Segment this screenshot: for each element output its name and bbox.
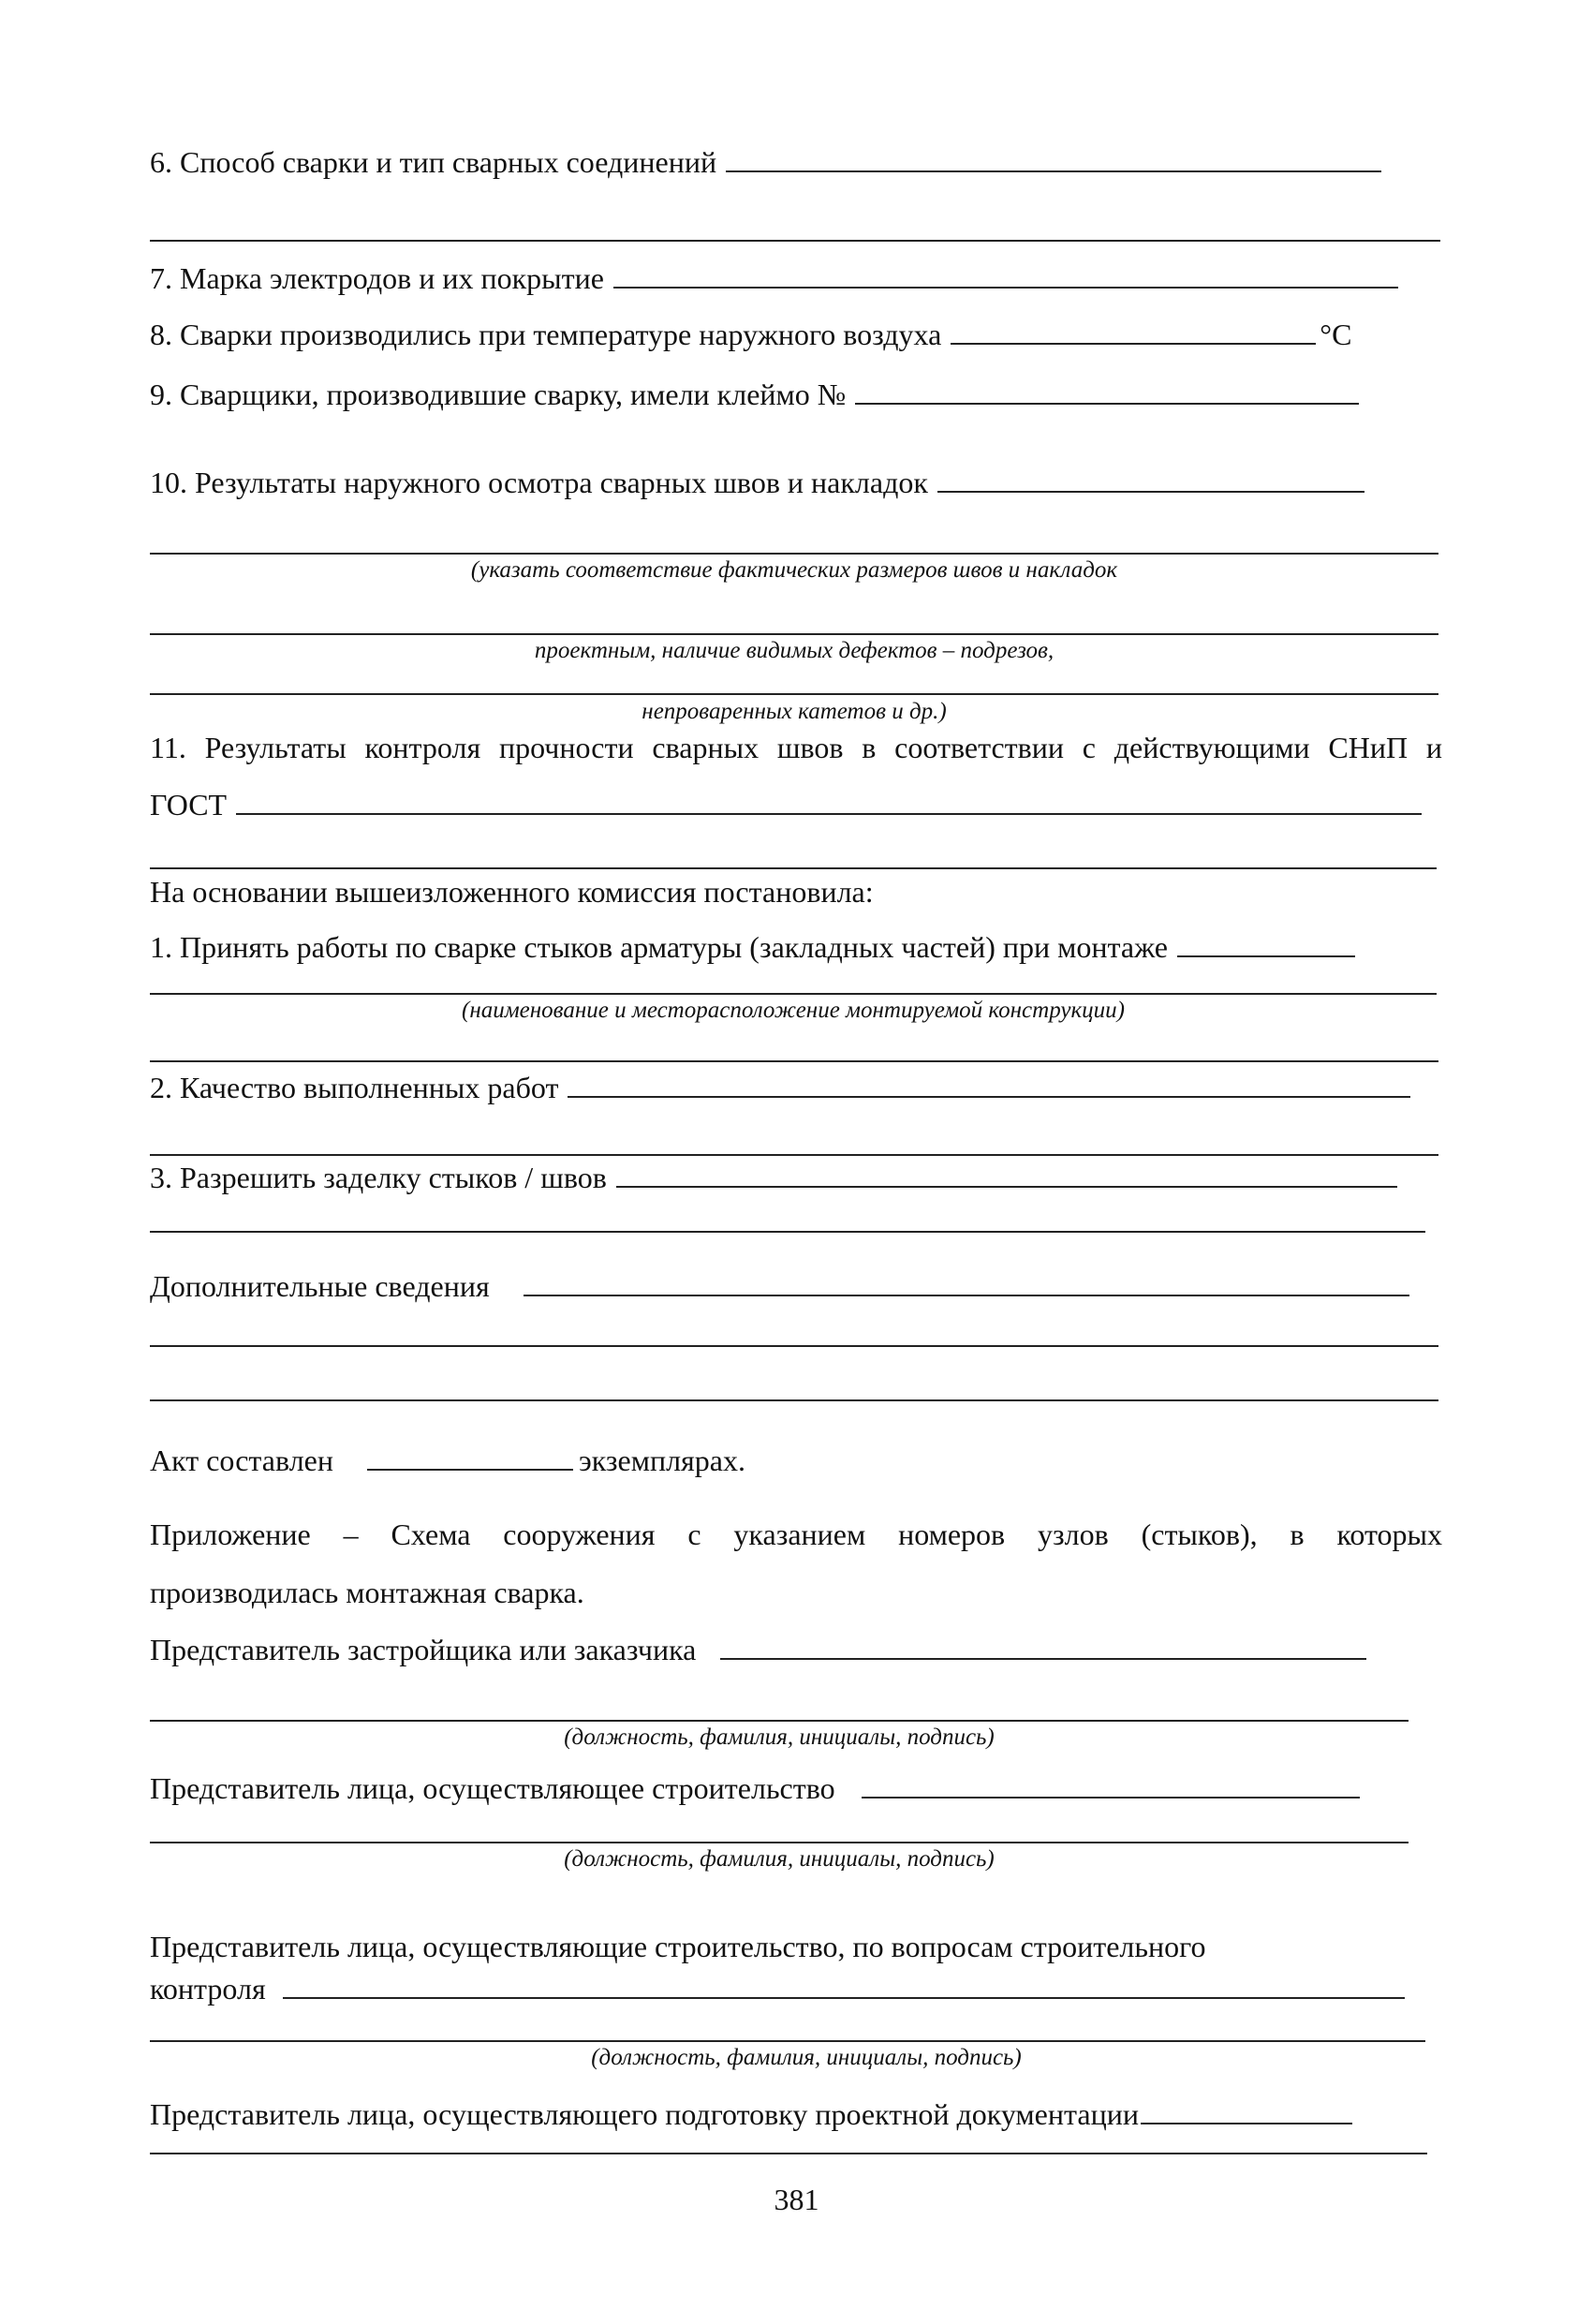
decision-heading [150, 873, 874, 910]
sign-control-label-1: Представитель лица, осуществляющие строительство, по вопросам строительного [150, 1930, 1206, 1963]
item-6-label: 6. Способ сварки и тип сварных соединений [150, 145, 717, 179]
decision-2-field[interactable] [568, 1068, 1410, 1098]
sign-control-label-2: контроля [150, 1972, 266, 2006]
appendix-line-1: Приложение – Схема сооружения с указанием номеров узлов (стыков), в которых [150, 1517, 1442, 1551]
appendix-line-2 [150, 1574, 584, 1611]
decision-3 [150, 1158, 1397, 1196]
additional-info-line-2[interactable] [150, 1345, 1438, 1347]
item-6 [150, 142, 1381, 181]
sign-customer-field[interactable] [720, 1630, 1366, 1660]
decision-3-label: 3. Разрешить заделку стыков / швов [150, 1161, 607, 1194]
item-7 [150, 259, 1398, 297]
item-7-label: 7. Марка электродов и их покрытие [150, 261, 604, 295]
sign-control-field[interactable] [283, 1969, 1405, 1999]
sign-customer-line-2[interactable] [150, 1720, 1409, 1722]
sign-control [150, 1969, 1405, 2007]
decision-3-line-2[interactable] [150, 1231, 1425, 1233]
item-8 [150, 315, 1351, 353]
sign-builder-label: Представитель лица, осуществляющее строительство [150, 1771, 835, 1805]
decision-1-note: (наименование и месторасположение монтируемой конструкции) [462, 998, 1125, 1023]
item-10-field[interactable] [937, 463, 1364, 493]
item-10-label: 10. Результаты наружного осмотра сварных швов и накладок [150, 466, 928, 499]
additional-info-line-3[interactable] [150, 1399, 1438, 1401]
sign-design-label: Представитель лица, осуществляющего подготовку проектной документации [150, 2097, 1139, 2131]
item-9 [150, 375, 1359, 413]
sign-builder-line-2[interactable] [150, 1842, 1409, 1843]
item-10-line-3[interactable] [150, 633, 1438, 635]
item-10-note-2: проектным, наличие видимых дефектов – подрезов, [534, 638, 1055, 663]
item-10-line-4[interactable] [150, 693, 1438, 695]
item-6-line-2[interactable] [150, 240, 1440, 242]
copies-suffix: экземплярах. [578, 1443, 745, 1477]
decision-1-label: 1. Принять работы по сварке стыков арматуры (закладных частей) при монтаже [150, 930, 1168, 964]
sign-builder-field[interactable] [862, 1769, 1360, 1799]
decision-1-field[interactable] [1177, 927, 1355, 957]
item-10-note-1: (указать соответствие фактических размеров швов и накладок [470, 557, 1118, 583]
item-11-line-2[interactable] [150, 867, 1437, 869]
decision-1 [150, 927, 1355, 966]
sign-control-note: (должность, фамилия, инициалы, подпись) [591, 2045, 1022, 2070]
item-8-label: 8. Сварки производились при температуре наружного воздуха [150, 318, 942, 351]
sign-builder-note: (должность, фамилия, инициалы, подпись) [564, 1846, 995, 1872]
item-11-line-1: 11. Результаты контроля прочности сварных швов в соответствии с действующими СНиП и [150, 731, 1442, 764]
item-11-label: ГОСТ [150, 788, 228, 822]
sign-customer [150, 1630, 1366, 1668]
item-10-line-2[interactable] [150, 553, 1438, 555]
page-number: 381 [774, 2183, 819, 2216]
decision-3-field[interactable] [616, 1158, 1397, 1188]
decision-2 [150, 1068, 1410, 1106]
appendix-line-2-text: производилась монтажная сварка. [150, 1576, 584, 1609]
item-10-note-3: непроваренных катетов и др.) [642, 699, 947, 724]
decision-2-line-2[interactable] [150, 1154, 1438, 1156]
additional-info-label: Дополнительные сведения [150, 1269, 490, 1303]
copies [150, 1441, 745, 1479]
item-6-field[interactable] [726, 142, 1381, 172]
item-8-field[interactable] [951, 315, 1316, 345]
copies-count-field[interactable] [367, 1441, 573, 1471]
celsius-unit: °С [1320, 318, 1352, 351]
additional-info-field[interactable] [524, 1266, 1409, 1296]
sign-design-field[interactable] [1141, 2095, 1352, 2124]
sign-design-line-2[interactable] [150, 2153, 1427, 2154]
item-10 [150, 463, 1364, 501]
item-9-label: 9. Сварщики, производившие сварку, имели клеймо № [150, 377, 847, 411]
item-7-field[interactable] [613, 259, 1398, 289]
decision-1-line-3[interactable] [150, 1060, 1438, 1062]
decision-heading-text: На основании вышеизложенного комиссия постановила: [150, 875, 874, 909]
item-11 [150, 785, 1422, 823]
decision-2-label: 2. Качество выполненных работ [150, 1071, 559, 1104]
decision-1-line-2[interactable] [150, 993, 1437, 995]
copies-prefix: Акт составлен [150, 1443, 333, 1477]
item-11-field[interactable] [236, 785, 1422, 815]
sign-control-line-2[interactable] [150, 2040, 1425, 2042]
sign-control-line-1 [150, 1928, 1205, 1965]
item-9-field[interactable] [855, 375, 1359, 405]
sign-design [150, 2095, 1352, 2133]
sign-builder [150, 1769, 1360, 1807]
sign-customer-label: Представитель застройщика или заказчика [150, 1633, 697, 1666]
sign-customer-note: (должность, фамилия, инициалы, подпись) [564, 1724, 995, 1750]
additional-info [150, 1266, 1409, 1305]
